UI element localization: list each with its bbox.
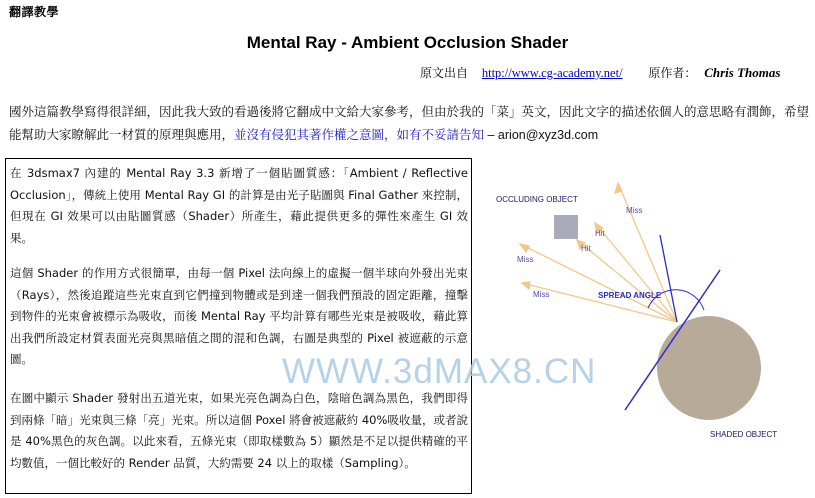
hit-label-2: Hit — [581, 244, 591, 253]
paragraph-2: 這個 Shader 的作用方式很簡單，由每一個 Pixel 法向線上的虛擬一個半球向外發出光束（Rays），然後追蹤這些光束直到它們撞到物體或是到達一個我們預設的固定距離，撞擊到物件的光束會被標示為吸收，而後 Mental Ray 平均計算有哪些光束是被吸收，藉此算出我們所設定材質表面光亮與黑暗值之間的混和色調，右圖是典型的 Pixel 被遮蔽的示意圖。 — [10, 266, 468, 366]
watermark: WWW.3dMAX8.CN — [282, 352, 597, 391]
source-link[interactable]: http://www.cg-academy.net/ — [481, 66, 623, 80]
author-label: 原作者： — [648, 66, 697, 80]
intro-text: 國外這篇教學寫得很詳細，因此我大致的看過後將它翻成中文給大家參考，但由於我的「菜」英文，因此文字的描述依個人的意思略有潤飾，希望能幫助大家瞭解此一材質的原理與應用， — [9, 104, 810, 142]
occlusion-diagram — [480, 160, 810, 492]
contact-email: – arion@xyz3d.com — [484, 128, 599, 142]
hit-label-1: Hit — [595, 229, 605, 238]
ray-arrow-5 — [522, 282, 530, 289]
ray-arrow-4 — [520, 244, 529, 252]
ray-miss-1 — [618, 183, 677, 322]
miss-label-2: Miss — [517, 255, 534, 264]
paragraph-3: 在圖中顯示 Shader 發射出五道光束，如果光亮色調為白色，陰暗色調為黑色，我們即得到兩條「暗」光束與三條「亮」光束。所以這個 Poxel 將會被遮蔽約 40%吸收量，或者說是 40%黑色的灰色調。以此來看，五條光束（即取樣數為 5）顯然是不足以提供精確的平均數值，一個比較好的 Render 品質，大約需要 24 以上的取樣（Sampling）。 — [10, 391, 468, 470]
source-label: 原文出自 — [420, 66, 469, 80]
article-text-box — [5, 158, 472, 494]
ray-miss-2 — [520, 244, 677, 322]
occluding-object — [554, 215, 578, 239]
surface-normal — [660, 235, 677, 322]
author-name: Chris Thomas — [704, 65, 781, 80]
ray-hit-1 — [595, 223, 677, 322]
shaded-label: SHADED OBJECT — [710, 430, 778, 439]
occluding-label: OCCLUDING OBJECT — [496, 195, 578, 204]
page-title: Mental Ray - Ambient Occlusion Shader — [246, 33, 569, 52]
miss-label-1: Miss — [626, 206, 643, 215]
copyright-notice: 並沒有侵犯其著作權之意圖，如有不妥請告知 — [234, 127, 485, 142]
miss-label-3: Miss — [533, 290, 550, 299]
source-line — [420, 64, 780, 81]
intro-paragraph — [9, 100, 809, 147]
header-tag: 翻譯教學 — [9, 5, 60, 19]
spread-angle-label: SPREAD ANGLE — [598, 291, 662, 300]
ray-arrow-1 — [615, 183, 622, 193]
paragraph-1: 在 3dsmax7 內建的 Mental Ray 3.3 新增了一個貼圖質感：「Ambient / Reflective Occlusion」，傳統上使用 Mental Ray GI 的計算是由光子貼圖與 Final Gather 來控制，但現在 GI 效果可以由貼圖質感（Shader）所產生，藉此提供更多的彈性來產生 GI 效果。 — [10, 166, 468, 245]
shaded-object — [657, 316, 761, 420]
